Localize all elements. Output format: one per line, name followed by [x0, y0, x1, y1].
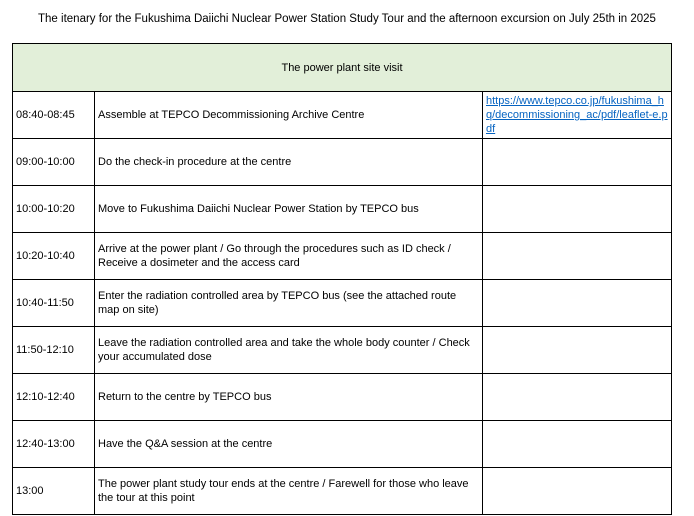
table-row [13, 139, 672, 186]
link-cell [483, 280, 672, 327]
time-cell: 09:00-10:00 [13, 139, 95, 186]
table-row [13, 280, 672, 327]
table-row [13, 233, 672, 280]
activity-cell: Have the Q&A session at the centre [95, 421, 483, 468]
time-cell: 12:40-13:00 [13, 421, 95, 468]
link-cell [483, 468, 672, 515]
time-cell: 10:20-10:40 [13, 233, 95, 280]
time-cell: 10:00-10:20 [13, 186, 95, 233]
table-row [13, 327, 672, 374]
activity-cell: Return to the centre by TEPCO bus [95, 374, 483, 421]
time-cell: 11:50-12:10 [13, 327, 95, 374]
table-row [13, 421, 672, 468]
activity-cell: Do the check-in procedure at the centre [95, 139, 483, 186]
link-cell [483, 374, 672, 421]
document-title: The itenary for the Fukushima Daiichi Nuclear Power Station Study Tour and the afternoon excursion on July 25th in 2025 [38, 13, 656, 25]
activity-cell: Leave the radiation controlled area and take the whole body counter / Check your accumulated dose [95, 327, 483, 374]
link-cell [483, 327, 672, 374]
link-cell [483, 186, 672, 233]
time-cell: 13:00 [13, 468, 95, 515]
time-cell: 08:40-08:45 [13, 92, 95, 139]
section-header: The power plant site visit [13, 44, 672, 92]
link-cell [483, 92, 672, 139]
time-cell: 12:10-12:40 [13, 374, 95, 421]
activity-cell: Enter the radiation controlled area by TEPCO bus (see the attached route map on site) [95, 280, 483, 327]
link-cell [483, 421, 672, 468]
time-cell: 10:40-11:50 [13, 280, 95, 327]
leaflet-link[interactable]: https://www.tepco.co.jp/fukushima_hq/decommissioning_ac/pdf/leaflet-e.pdf [486, 95, 668, 135]
activity-cell: Arrive at the power plant / Go through the procedures such as ID check / Receive a dosimeter and the access card [95, 233, 483, 280]
table-row [13, 186, 672, 233]
activity-cell: Move to Fukushima Daiichi Nuclear Power Station by TEPCO bus [95, 186, 483, 233]
activity-cell: The power plant study tour ends at the centre / Farewell for those who leave the tour at this point [95, 468, 483, 515]
itinerary-table [12, 43, 672, 515]
link-cell [483, 233, 672, 280]
table-row [13, 468, 672, 515]
activity-cell: Assemble at TEPCO Decommissioning Archive Centre [95, 92, 483, 139]
link-cell [483, 139, 672, 186]
section-header-row [13, 44, 672, 92]
table-row [13, 92, 672, 139]
table-row [13, 374, 672, 421]
